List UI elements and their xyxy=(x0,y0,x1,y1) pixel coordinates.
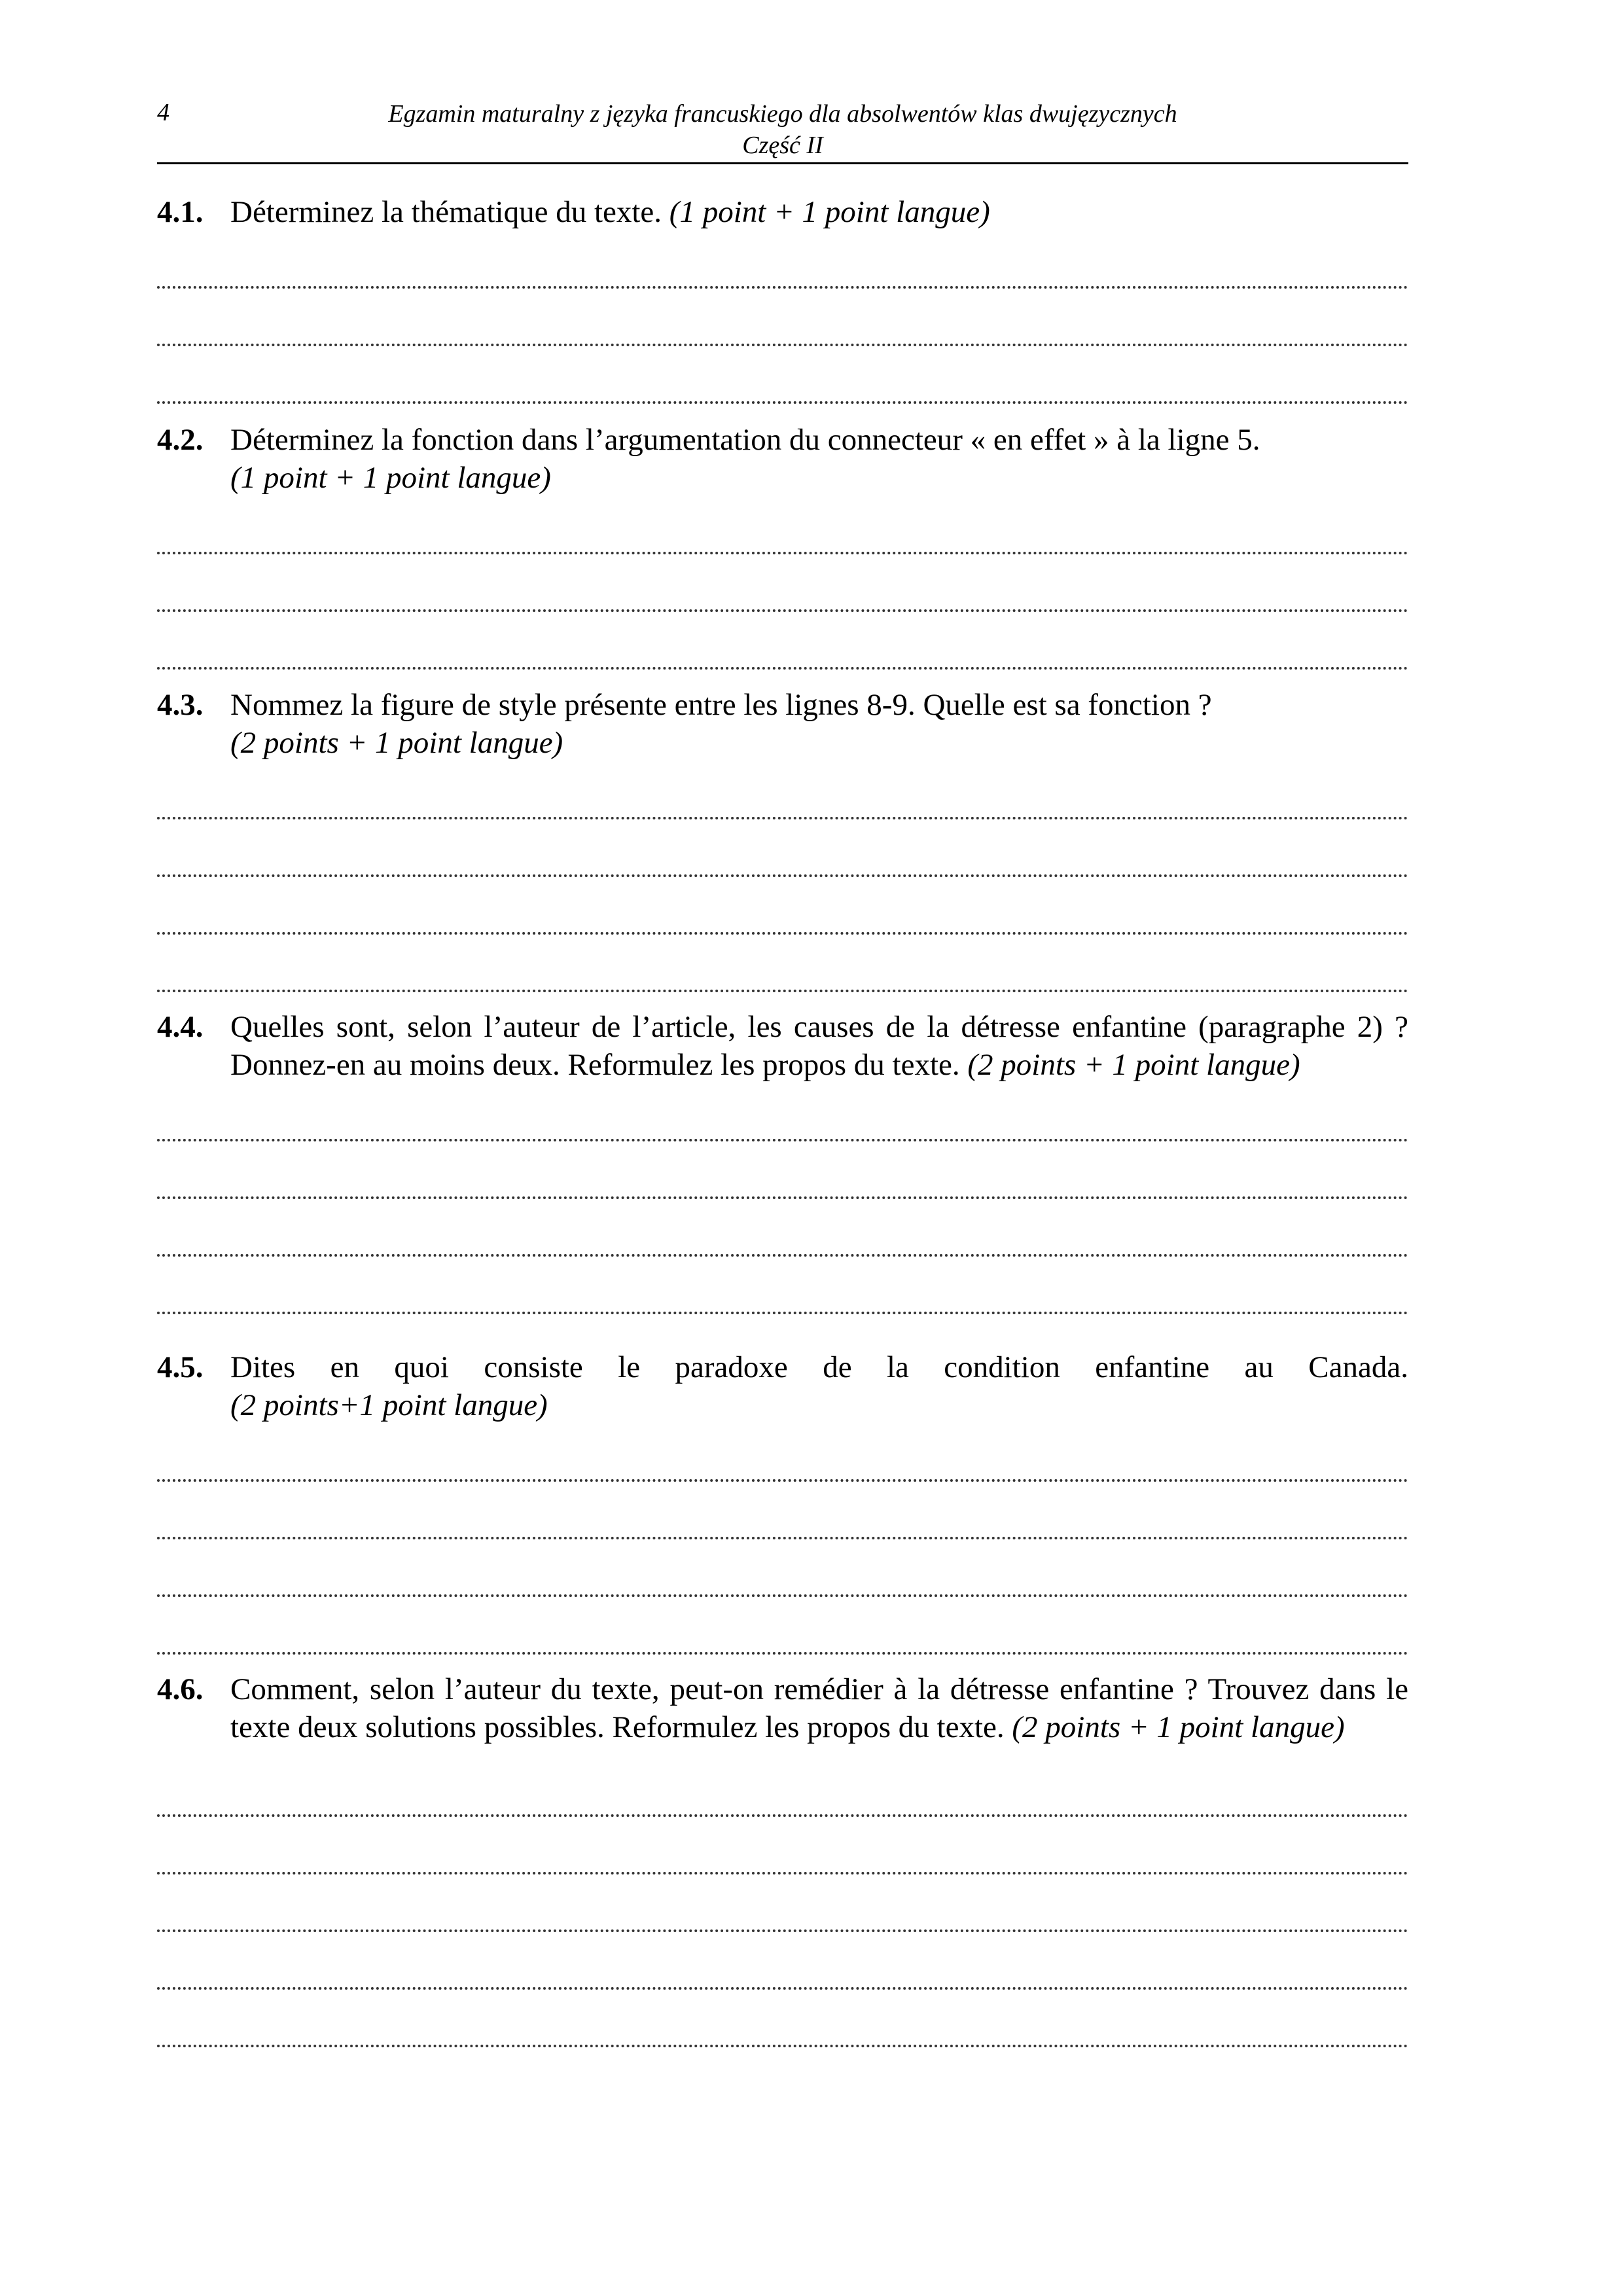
question-4-4 xyxy=(157,1008,1408,1314)
answer-line[interactable] xyxy=(157,1759,1408,1817)
answer-line[interactable] xyxy=(157,1257,1408,1314)
question-prompt xyxy=(157,1348,1408,1424)
question-number: 4.3. xyxy=(157,688,204,722)
question-text: Quelles sont, selon l’auteur de l’article, les causes de la détresse enfantine (paragraphe 2) ? Donnez-en au moins deux. Reformulez les propos du texte. xyxy=(230,1010,1408,1082)
question-prompt xyxy=(157,193,1408,231)
page-number: 4 xyxy=(157,99,169,126)
question-points: (2 points + 1 point langue) xyxy=(230,726,563,760)
answer-line[interactable] xyxy=(157,1199,1408,1257)
answer-line[interactable] xyxy=(157,877,1408,935)
question-number: 4.2. xyxy=(157,423,204,457)
question-4-2 xyxy=(157,421,1408,670)
answer-area[interactable] xyxy=(157,762,1408,992)
answer-line[interactable] xyxy=(157,1597,1408,1655)
question-number: 4.1. xyxy=(157,195,204,229)
question-points: (2 points + 1 point langue) xyxy=(967,1048,1300,1082)
page-header xyxy=(157,92,1408,164)
answer-line[interactable] xyxy=(157,1424,1408,1482)
answer-area[interactable] xyxy=(157,497,1408,670)
answer-area[interactable] xyxy=(157,1759,1408,2047)
answer-line[interactable] xyxy=(157,1932,1408,1990)
question-prompt xyxy=(157,1670,1408,1746)
question-points: (2 points + 1 point langue) xyxy=(1012,1710,1345,1744)
answer-area[interactable] xyxy=(157,1084,1408,1314)
answer-line[interactable] xyxy=(157,819,1408,877)
answer-line[interactable] xyxy=(157,497,1408,554)
answer-area[interactable] xyxy=(157,231,1408,404)
question-prompt xyxy=(157,421,1408,497)
answer-line[interactable] xyxy=(157,1539,1408,1597)
exam-title xyxy=(157,98,1408,161)
question-4-1 xyxy=(157,193,1408,404)
exam-title-line2: Część II xyxy=(742,132,823,159)
question-4-6 xyxy=(157,1670,1408,2047)
answer-line[interactable] xyxy=(157,289,1408,346)
question-text: Nommez la figure de style présente entre les lignes 8-9. Quelle est sa fonction ? xyxy=(230,688,1212,722)
question-points: (1 point + 1 point langue) xyxy=(230,461,551,495)
answer-line[interactable] xyxy=(157,1990,1408,2047)
answer-area[interactable] xyxy=(157,1424,1408,1655)
question-number: 4.4. xyxy=(157,1010,204,1044)
question-points: (1 point + 1 point langue) xyxy=(669,195,990,229)
answer-line[interactable] xyxy=(157,1874,1408,1932)
answer-line[interactable] xyxy=(157,1482,1408,1539)
question-text: Dites en quoi consiste le paradoxe de la condition enfantine au Canada. xyxy=(230,1350,1408,1384)
answer-line[interactable] xyxy=(157,1817,1408,1874)
answer-line[interactable] xyxy=(157,1141,1408,1199)
question-number: 4.6. xyxy=(157,1672,204,1706)
question-4-3 xyxy=(157,686,1408,992)
answer-line[interactable] xyxy=(157,346,1408,404)
exam-title-line1: Egzamin maturalny z języka francuskiego dla absolwentów klas dwujęzycznych xyxy=(388,100,1177,128)
answer-line[interactable] xyxy=(157,612,1408,670)
answer-line[interactable] xyxy=(157,762,1408,819)
question-text: Déterminez la thématique du texte. xyxy=(230,195,662,229)
question-prompt xyxy=(157,686,1408,762)
answer-line[interactable] xyxy=(157,1084,1408,1141)
question-number: 4.5. xyxy=(157,1350,204,1384)
question-prompt xyxy=(157,1008,1408,1084)
question-4-5 xyxy=(157,1348,1408,1655)
question-points: (2 points+1 point langue) xyxy=(230,1388,548,1422)
answer-line[interactable] xyxy=(157,231,1408,289)
question-text: Comment, selon l’auteur du texte, peut-on remédier à la détresse enfantine ? Trouvez dans le texte deux solutions possibles. Reformulez les propos du texte. xyxy=(230,1672,1408,1744)
answer-line[interactable] xyxy=(157,554,1408,612)
question-text: Déterminez la fonction dans l’argumentation du connecteur « en effet » à la ligne 5. xyxy=(230,423,1260,457)
answer-line[interactable] xyxy=(157,935,1408,992)
